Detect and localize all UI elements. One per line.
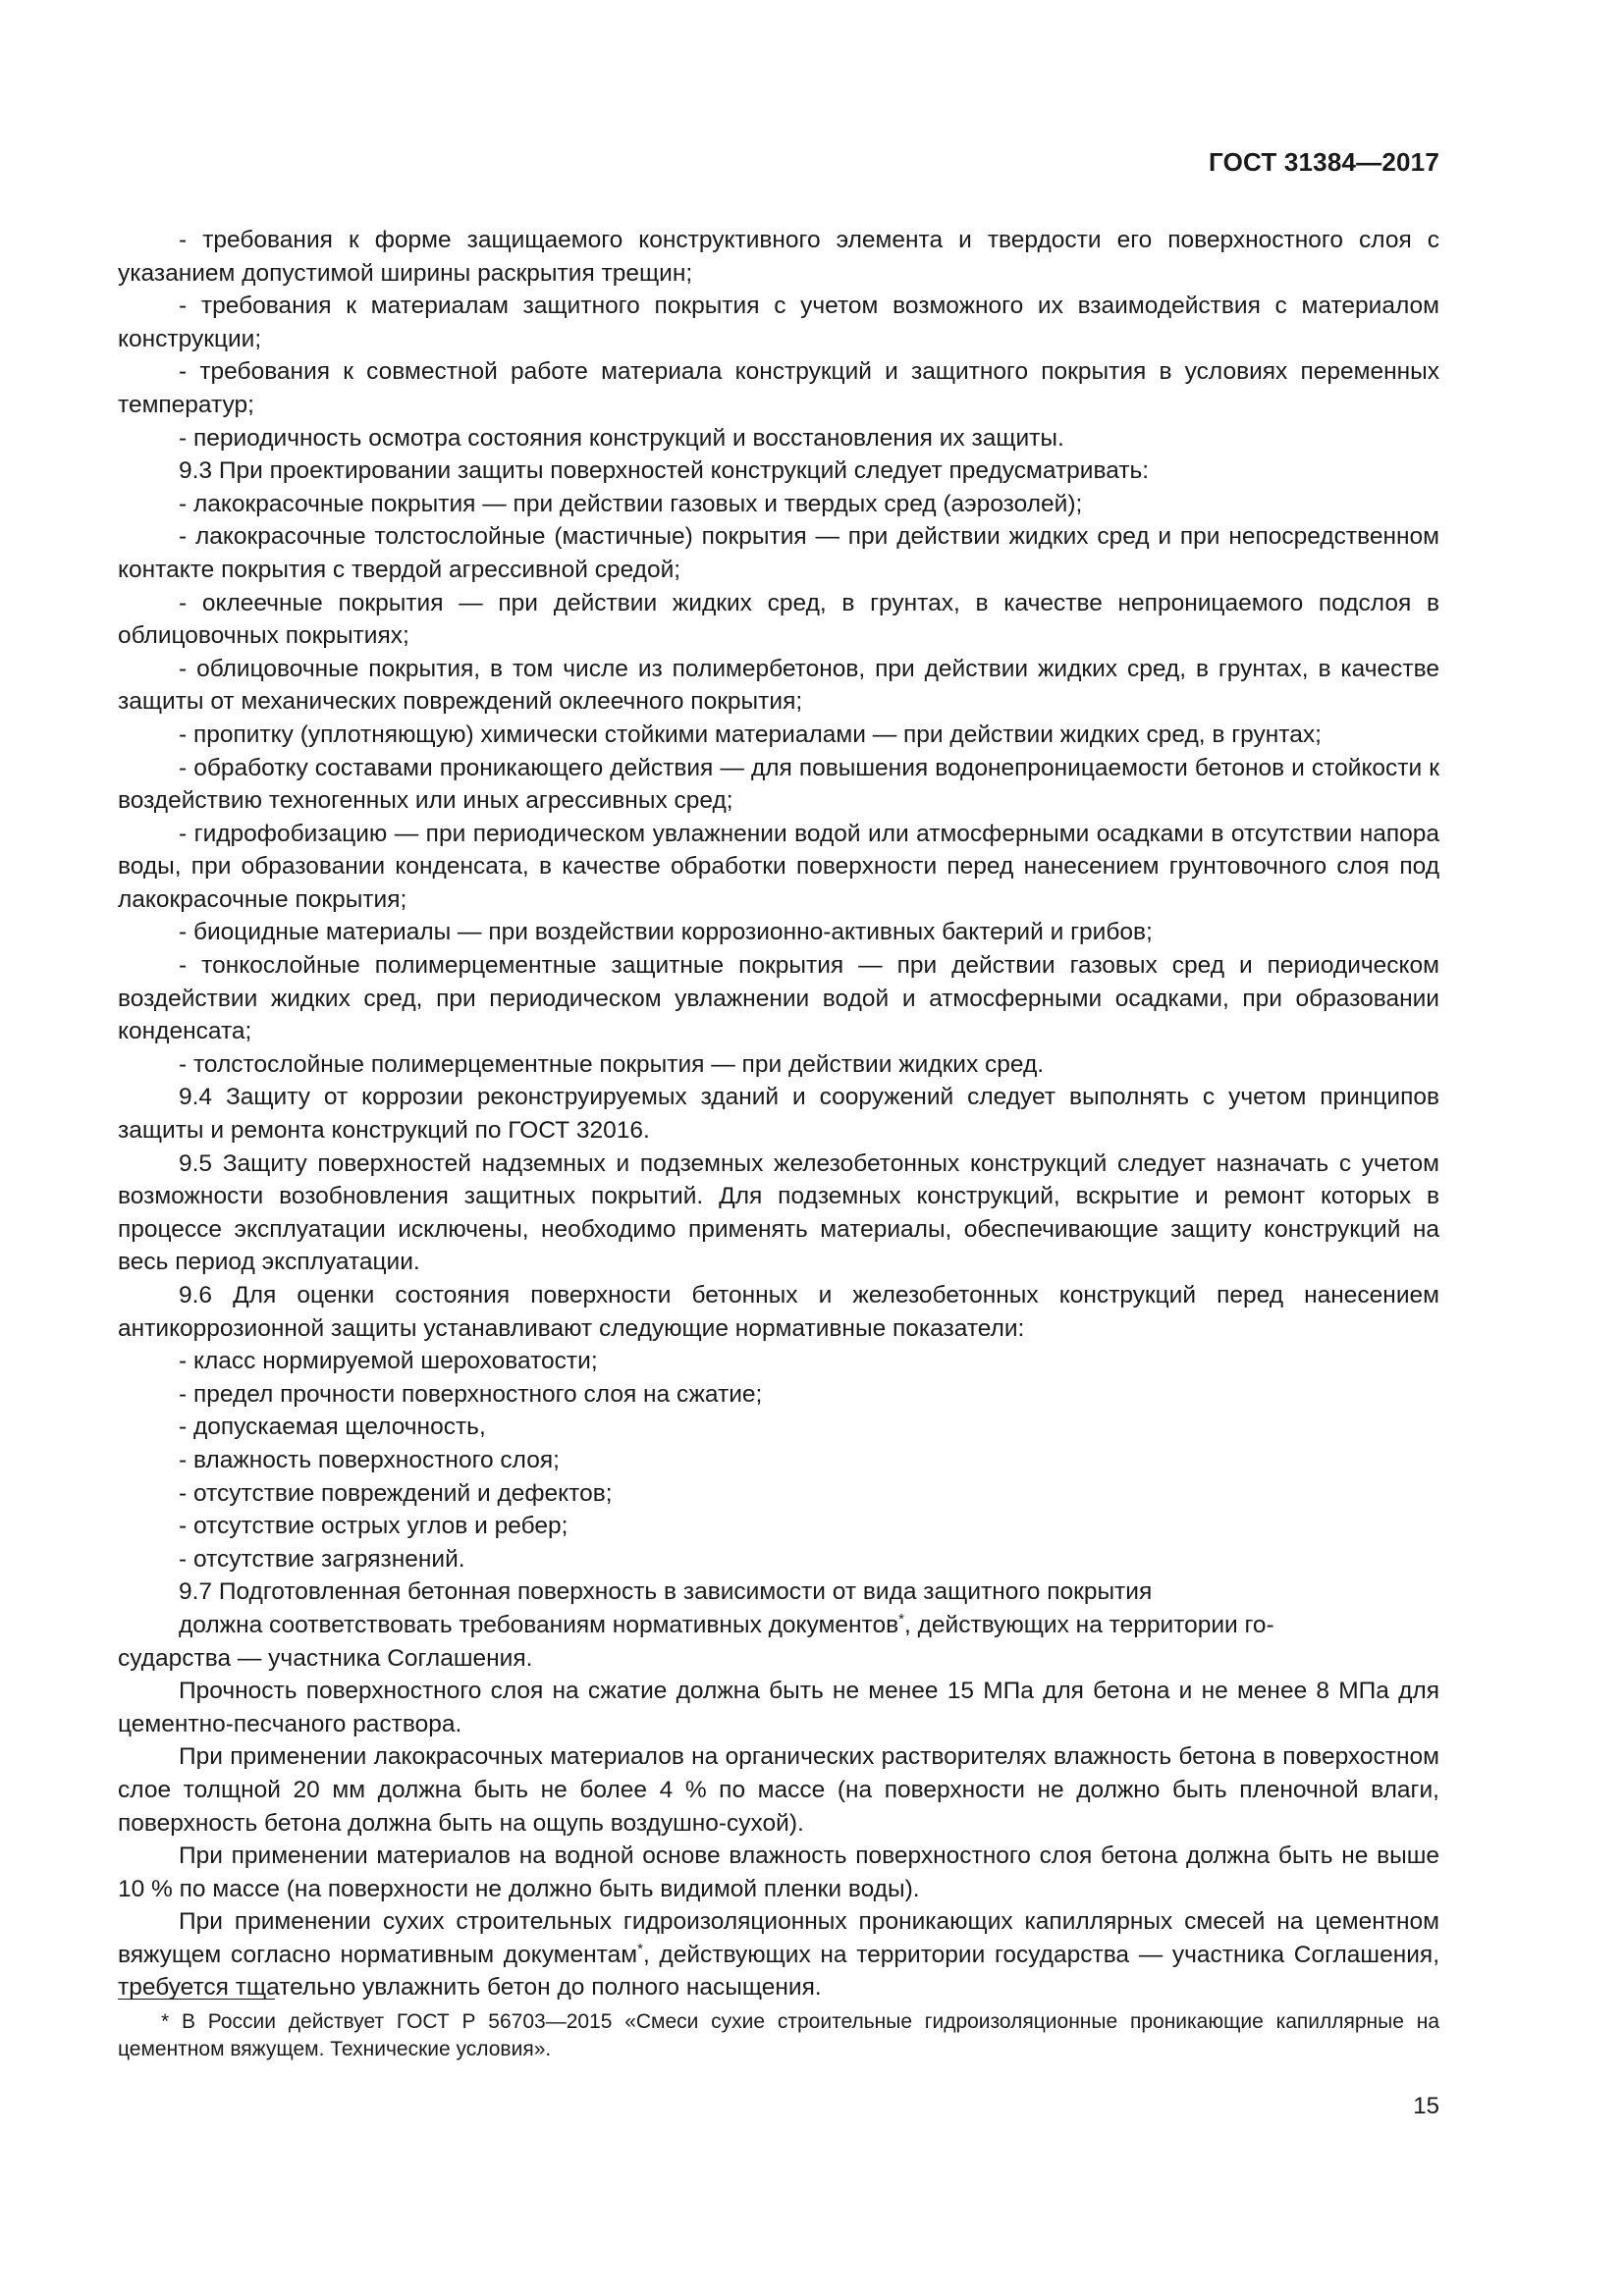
list-item: - лакокрасочные покрытия — при действии газовых и твердых сред (аэрозолей); <box>179 490 1083 517</box>
clause-9-7-end: сударства — участника Соглашения. <box>118 1644 533 1672</box>
clause-9-4: 9.4 Защиту от коррозии реконструируемых зданий и сооружений следует выполнять с учетом принципов защиты и ремонта конструкций по ГОСТ 32016. <box>118 1084 1439 1145</box>
list-item: - отсутствие острых углов и ребер; <box>179 1513 568 1540</box>
footnote-marker: * <box>898 1610 904 1628</box>
clause-9-5: 9.5 Защиту поверхностей надземных и подземных железобетонных конструкций следует назначать с учетом возможности возобновления защитных покрытий. Для подземных конструкций, вскрытие и ремонт которых в процессе эксплуатации исключены, необходимо применять материалы, обеспечивающие защиту конструкций на весь период эксплуатации. <box>118 1149 1439 1276</box>
document-code-header: ГОСТ 31384—2017 <box>1209 147 1439 177</box>
list-item: - пропитку (уплотняющую) химически стойкими материалами — при действии жидких сред, в грунтах; <box>179 721 1322 748</box>
footnote <box>118 2008 1439 2063</box>
footnote-separator <box>118 1999 275 2000</box>
list-item: - гидрофобизацию — при периодическом увлажнении водой или атмосферными осадками в отсутствии напора воды, при образовании конденсата, в качестве обработки поверхности перед нанесением грунтовочного слоя под лакокрасочные покрытия; <box>118 820 1439 913</box>
page-number: 15 <box>1413 2093 1439 2119</box>
list-item: - класс нормируемой шероховатости; <box>179 1348 598 1375</box>
list-item: - отсутствие повреждений и дефектов; <box>179 1479 613 1507</box>
clause-9-7-text-after: , действующих на территории го- <box>903 1611 1274 1638</box>
paragraph: При применении лакокрасочных материалов на органических растворителях влажность бетона в поверхостном слое толщной 20 мм должна быть не более 4 % по массе (на поверхности не должно быть пленочной влаги, поверхность бетона должна быть на ощупь воздушно-сухой). <box>118 1743 1439 1837</box>
paragraph-text: При применении сухих строительных гидроизоляционных проникающих капиллярных смесей на цементном вяжущем согласно нормативным документам <box>118 1908 1439 1968</box>
clause-9-6: 9.6 Для оценки состояния поверхности бетонных и железобетонных конструкций перед нанесением антикоррозионной защиты устанавливают следующие нормативные показатели: <box>118 1282 1439 1342</box>
paragraph-text-after: , действующих на территории государства — участника Соглашения, требуется тщательно увлажнить бетон до полного насыщения. <box>118 1941 1439 2002</box>
document-body <box>118 224 1439 2004</box>
footnote-text: * В России действует ГОСТ Р 56703—2015 «Смеси сухие строительные гидроизоляционные проникающие капиллярные на цементном вяжущем. Технические условия». <box>118 2010 1439 2060</box>
list-item: - биоцидные материалы — при воздействии коррозионно-активных бактерий и грибов; <box>179 919 1153 946</box>
clause-9-7-text: должна соответствовать требованиям нормативных документов <box>179 1611 899 1638</box>
clause-9-3: 9.3 При проектировании защиты поверхностей конструкций следует предусматривать: <box>179 457 1150 485</box>
list-item: - предел прочности поверхностного слоя на сжатие; <box>179 1380 763 1408</box>
paragraph: Прочность поверхностного слоя на сжатие должна быть не менее 15 МПа для бетона и не менее 8 МПа для цементно-песчаного раствора. <box>118 1678 1439 1737</box>
list-item: - периодичность осмотра состояния конструкций и восстановления их защиты. <box>179 424 1064 452</box>
list-item: - влажность поверхностного слоя; <box>179 1446 560 1473</box>
clause-9-7-continuation <box>118 1609 1439 1642</box>
list-item: - облицовочные покрытия, в том числе из полимербетонов, при действии жидких сред, в грунтах, в качестве защиты от механических повреждений оклеечного покрытия; <box>118 655 1439 716</box>
list-item: - тонкослойные полимерцементные защитные покрытия — при действии газовых сред и периодическом воздействии жидких сред, при периодическом увлажнении водой и атмосферными осадками, при образовании конденсата; <box>118 952 1439 1045</box>
footnote-marker: * <box>637 1940 643 1957</box>
paragraph-with-footnote <box>118 1905 1439 2004</box>
list-item: - требования к форме защищаемого конструктивного элемента и твердости его поверхностного слоя с указанием допустимой ширины раскрытия трещин; <box>118 227 1439 287</box>
clause-9-7: 9.7 Подготовленная бетонная поверхность в зависимости от вида защитного покрытия <box>179 1578 1153 1606</box>
list-item: - лакокрасочные толстослойные (мастичные) покрытия — при действии жидких сред и при непосредственном контакте покрытия с твердой агрессивной средой; <box>118 523 1439 583</box>
list-item: - толстослойные полимерцементные покрытия — при действии жидких сред. <box>179 1050 1045 1078</box>
list-item: - отсутствие загрязнений. <box>179 1545 465 1573</box>
list-item: - требования к материалам защитного покрытия с учетом возможного их взаимодействия с материалом конструкции; <box>118 293 1439 352</box>
list-item: - требования к совместной работе материала конструкций и защитного покрытия в условиях переменных температур; <box>118 358 1439 418</box>
list-item: - обработку составами проникающего действия — для повышения водонепроницаемости бетонов и стойкости к воздействию техногенных или иных агрессивных сред; <box>118 754 1439 815</box>
paragraph: При применении материалов на водной основе влажность поверхностного слоя бетона должна быть не выше 10 % по массе (на поверхности не должно быть видимой пленки воды). <box>118 1842 1439 1902</box>
list-item: - оклеечные покрытия — при действии жидких сред, в грунтах, в качестве непроницаемого подслоя в облицовочных покрытиях; <box>118 589 1439 650</box>
list-item: - допускаемая щелочность, <box>179 1414 486 1441</box>
